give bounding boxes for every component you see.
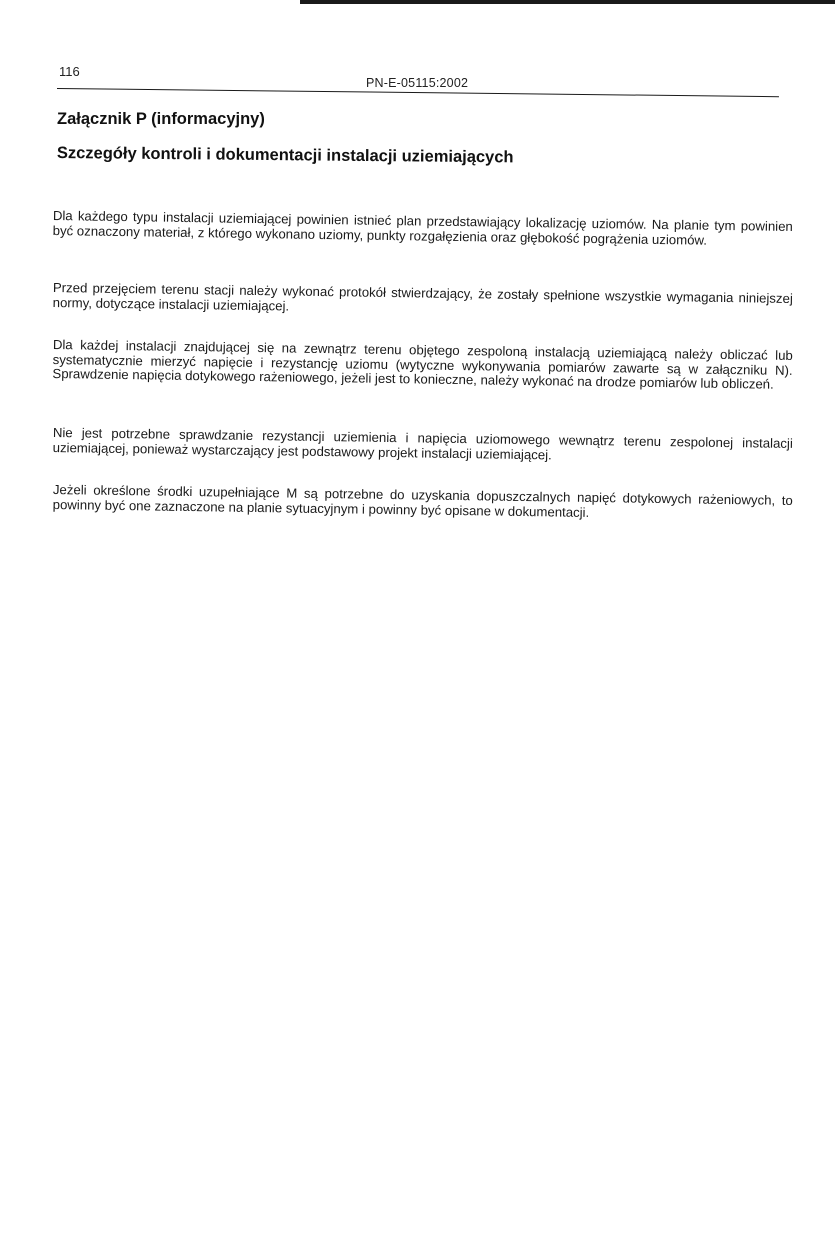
paragraph-external-installations: Dla każdej instalacji znajdującej się na zewnątrz terenu objętego zespoloną instalacją uziemiającą należy obliczać lub systematycznie mierzyć napięcie i rezystancję uziomu (wytyczne wykonywania pomiarów zawarte są w załączniku N). Sprawdzenie napięcia dotykowego rażeniowego, jeżeli jest to konieczne, należy wykonać na drodze pomiarów lub obliczeń.	[52, 337, 793, 392]
standard-code: PN-E-05115:2002	[366, 76, 469, 90]
paragraph-supplementary-measures: Jeżeli określone środki uzupełniające M są potrzebne do uzyskania dopuszczalnych napięć dotykowych rażeniowych, to powinny być one zaznaczone na planie sytuacyjnym i powinny być opisane w dokumentacji.	[52, 482, 793, 520]
annex-title: Załącznik P (informacyjny)	[57, 110, 265, 128]
paragraph-earthing-plan: Dla każdego typu instalacji uziemiającej powinien istnieć plan przedstawiający lokalizację uziomów. Na planie tym powinien być oznaczony materiał, z którego wykonano uziomy, punkty rozgałęzienia oraz głębokość pogrążenia uziomów.	[52, 208, 793, 248]
paragraph-acceptance-protocol: Przed przejęciem terenu stacji należy wykonać protokół stwierdzający, że zostały spełnione wszystkie wymagania niniejszej normy, dotyczące instalacji uziemiającej.	[52, 280, 793, 314]
paragraph-no-resistance-check: Nie jest potrzebne sprawdzanie rezystancji uziemienia i napięcia uziomowego wewnątrz terenu zespolonej instalacji uziemiającej, ponieważ wystarczający jest podstawowy projekt instalacji uziemiającej.	[52, 425, 793, 463]
scan-top-edge	[300, 0, 835, 4]
annex-subtitle: Szczegóły kontroli i dokumentacji instalacji uziemiających	[56, 144, 514, 167]
page-number: 116	[59, 64, 80, 79]
